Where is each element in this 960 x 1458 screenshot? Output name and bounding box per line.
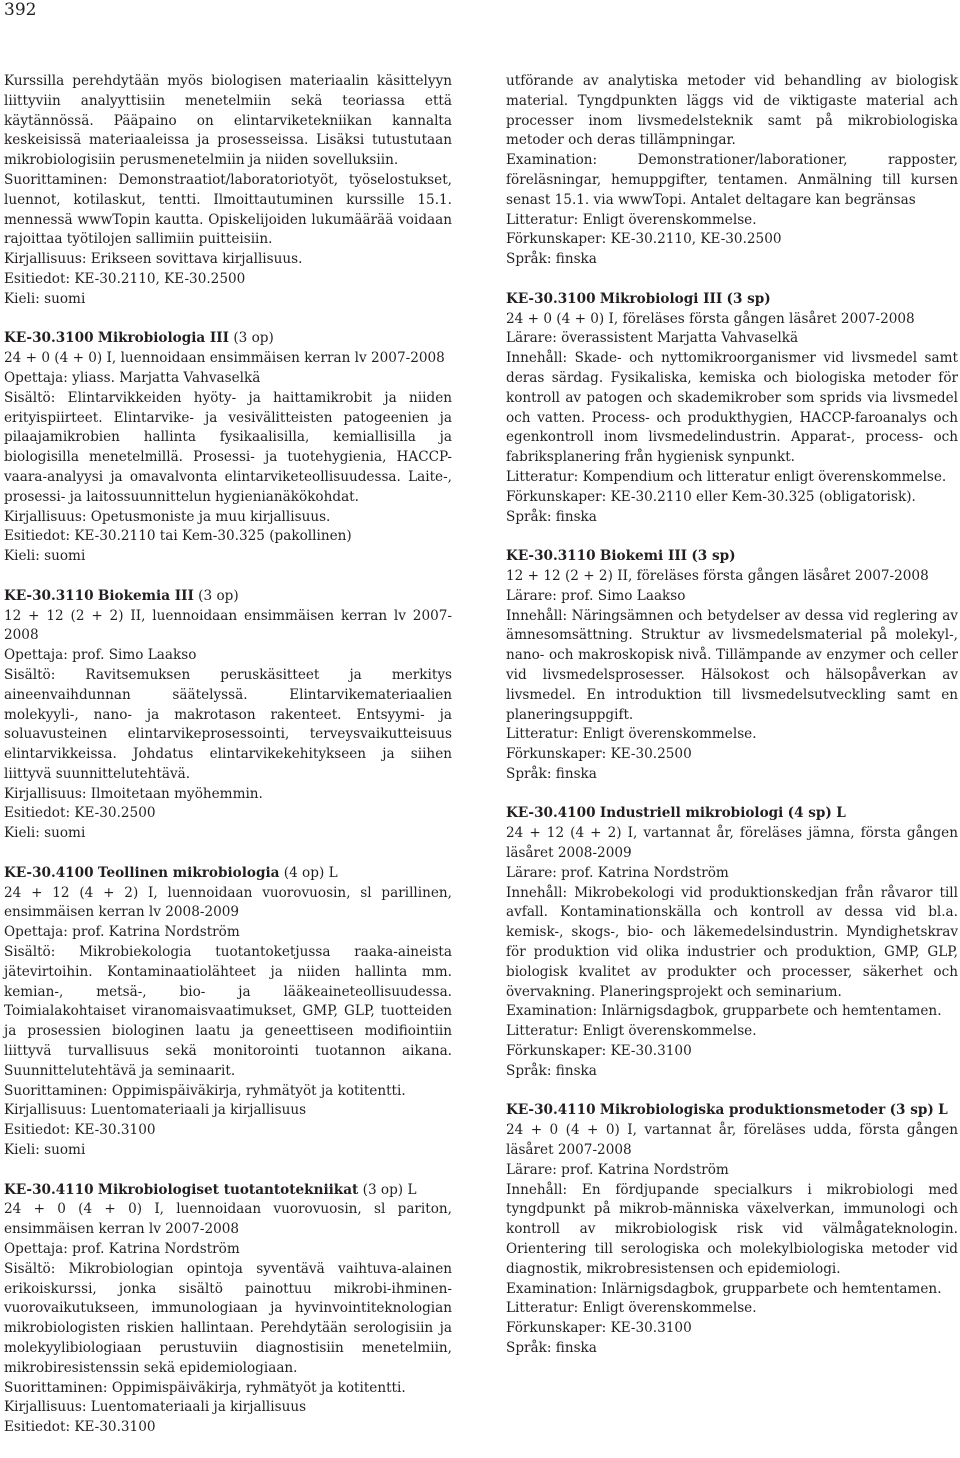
- course-prerequisites: Esitiedot: KE-30.2110 tai Kem-30.325 (pakollinen): [4, 528, 352, 545]
- course-content: Innehåll: Mikrobekologi vid produktionskedjan från råvaror till avfall. Kontaminationskälla och kontroll av dessa vid bl.a. kemisk-, skogs-, bio- och läkemedelsindustrin. Myndighetskrav för produktion vid olika industrier och produktion, GMP, GLP, biologisk kvalitet av produkter och processer, säkerhet och övervakning. Planeringsprojekt och seminarium.: [506, 884, 958, 1000]
- course-heading: [506, 547, 958, 567]
- course-block: [506, 547, 958, 785]
- intro-paragraph: utförande av analytiska metoder vid behandling av biologisk material. Tyngdpunkten läggs vid de viktigaste material ach processer inom livsmedelsteknik samt på mikrobiologiska metoder och deras tillämpningar.: [506, 73, 958, 149]
- course-heading: [4, 587, 452, 607]
- course-completion: Suorittaminen: Oppimispäiväkirja, ryhmätyöt ja kotitentti.: [4, 1379, 406, 1396]
- course-teacher: Opettaja: prof. Katrina Nordström: [4, 924, 240, 941]
- course-schedule: 24 + 0 (4 + 0) I, föreläses första gången läsåret 2007-2008: [506, 310, 915, 327]
- course-language: Kieli: suomi: [4, 1142, 86, 1159]
- course-language: Kieli: suomi: [4, 548, 86, 565]
- course-teacher: Opettaja: yliass. Marjatta Vahvaselkä: [4, 369, 261, 386]
- course-content: Sisältö: Ravitsemuksen peruskäsitteet ja merkitys aineenvaihdunnan säätelyssä. Elintarvikemateriaalien molekyyli-, nano- ja makrotason rakenteet. Entsyymi- ja soluavusteinen elintarvikeprosessointi, terveysvaikutteisuus elintarvikkeissa. Johdatus elintarvikekehitykseen ja siihen liittyvä suunnittelutehtävä.: [4, 666, 452, 782]
- course-prerequisites: Förkunskaper: KE-30.3100: [506, 1043, 692, 1060]
- course-language: Språk: finska: [506, 508, 597, 525]
- intro-literature: Litteratur: Enligt överenskommelse.: [506, 211, 757, 228]
- intro-completion: Suorittaminen: Demonstraatiot/laboratoriotyöt, työselostukset, luennot, kotilaskut, tentti. Ilmoittautuminen kurssille 15.1. mennessä wwwTopin kautta. Opiskelijoiden lukumäärää voidaan rajoittaa työtilojen sallimiin puitteisiin.: [4, 171, 452, 248]
- course-prerequisites: Esitiedot: KE-30.3100: [4, 1122, 156, 1139]
- course-content: Innehåll: En fördjupande specialkurs i mikrobiologi med tyngdpunkt på mikrob-människa växelverkan, immunologi och kontroll av mikrobiologisk risk vid välmågateknologin. Orientering till serologiska och molekylbiologiska metoder vid diagnostik, mikrobresistensen och epidemiologi.: [506, 1181, 958, 1277]
- course-block: [4, 329, 452, 567]
- course-credits: (4 op): [283, 864, 325, 881]
- intro-language: Kieli: suomi: [4, 290, 86, 307]
- course-literature: Kirjallisuus: Luentomateriaali ja kirjallisuus: [4, 1399, 307, 1416]
- course-schedule: 12 + 12 (2 + 2) II, föreläses första gången läsåret 2007-2008: [506, 567, 929, 584]
- course-level: L: [407, 1181, 417, 1198]
- course-code: KE-30.4100: [4, 864, 94, 881]
- course-heading: [4, 864, 452, 884]
- course-literature: Litteratur: Kompendium och litteratur enligt överenskommelse.: [506, 468, 947, 485]
- course-heading: [4, 329, 452, 349]
- page-number: 392: [4, 0, 37, 20]
- intro-prerequisites: Förkunskaper: KE-30.2110, KE-30.2500: [506, 231, 782, 248]
- course-name: Teollinen mikrobiologia: [97, 864, 280, 881]
- course-literature: Litteratur: Enligt överenskommelse.: [506, 1023, 757, 1040]
- course-block: [506, 290, 958, 528]
- course-level: L: [328, 864, 338, 881]
- course-content: Innehåll: Näringsämnen och betydelser av dessa vid reglering av ämnesomsättning. Struktur av livsmedelsmaterial på molekyl-, nano- och makroskopisk nivå. Tillämpande av enzymer och celler vid livsmedelsprosesser. Hälsokost och hälsopåverkan av livsmedel. En introduktion till livsmedelsutveckling samt en planeringsuppgift.: [506, 607, 958, 723]
- intro-prerequisites: Esitiedot: KE-30.2110, KE-30.2500: [4, 270, 246, 287]
- course-code: KE-30.4110: [506, 1102, 596, 1119]
- course-name: Industriell mikrobiologi: [599, 805, 784, 822]
- course-teacher: Opettaja: prof. Simo Laakso: [4, 647, 197, 664]
- intro-block: [4, 72, 452, 310]
- course-content: Innehåll: Skade- och nyttomikroorganismer vid livsmedel samt deras särdag. Fysikaliska, kemiska och biologiska metoder för kontroll av patogen och skademikrober som sprids via livsmedel och vatten. Process- och produkthygien, HACCP-faroanalys och egenkontroll inom livsmedelindustrin. Apparat-, process- och fabriksplanering från hygienisk synpunkt.: [506, 350, 958, 466]
- course-block: [506, 804, 958, 1081]
- course-credits: (3 sp): [889, 1102, 934, 1119]
- course-completion: Suorittaminen: Oppimispäiväkirja, ryhmätyöt ja kotitentti.: [4, 1082, 406, 1099]
- course-level: L: [938, 1102, 948, 1119]
- course-prerequisites: Förkunskaper: KE-30.2110 eller Kem-30.325 (obligatorisk).: [506, 488, 916, 505]
- course-content: Sisältö: Mikrobiekologia tuotantoketjussa raaka-aineista jätevirtoihin. Kontaminaatiolähteet ja niiden hallinta mm. kemian-, metsä-, bio- ja lääkeaineteollisuudessa. Toimialakohtaiset viranomaisvaatimukset, GMP, GLP, tuotteiden ja prosessien biologinen laatu ja geneettiseen modifiointiin liittyvä turvallisuus sekä monitorointi tuotannon aikana. Suunnittelutehtävä ja seminaarit.: [4, 944, 452, 1079]
- course-literature: Kirjallisuus: Opetusmoniste ja muu kirjallisuus.: [4, 508, 331, 525]
- course-teacher: Lärare: prof. Katrina Nordström: [506, 864, 729, 881]
- course-schedule: 24 + 0 (4 + 0) I, vartannat år, föreläses udda, första gången läsåret 2007-2008: [506, 1122, 958, 1159]
- course-language: Språk: finska: [506, 1340, 597, 1356]
- course-schedule: 24 + 12 (4 + 2) I, luennoidaan vuorovuosin, sl parillinen, ensimmäisen kerran lv 2008-2009: [4, 884, 452, 921]
- course-prerequisites: Esitiedot: KE-30.2500: [4, 805, 156, 822]
- course-name: Biokemia III: [97, 587, 194, 604]
- course-heading: [506, 804, 958, 824]
- intro-block: [506, 72, 958, 270]
- course-credits: (3 op): [362, 1181, 404, 1198]
- left-column-finnish: [4, 72, 452, 1458]
- course-name: Mikrobiologiset tuotantotekniikat: [97, 1181, 359, 1198]
- course-language: Språk: finska: [506, 765, 597, 782]
- course-name: Mikrobiologia III: [97, 330, 230, 347]
- course-code: KE-30.3110: [506, 548, 596, 565]
- course-name: Mikrobiologiska produktionsmetoder: [599, 1102, 886, 1119]
- course-credits: (3 op): [198, 587, 239, 604]
- course-content: Sisältö: Elintarvikkeiden hyöty- ja haittamikrobit ja niiden erityispiirteet. Elintarvike- ja vesivälitteisten patogeenien ja pilaajamikrobien hallinta fysikaalisilla, kemiallisilla ja biologisilla menetelmillä. Prosessi- ja tuotehygienia, HACCP-vaara-analyysi ja omavalvonta elintarviketeollisuudessa. Laite-, prosessi- ja laitossuunnittelun hygienianäkökohdat.: [4, 389, 452, 505]
- course-block: [4, 1181, 452, 1438]
- course-code: KE-30.3100: [506, 290, 596, 307]
- right-column-swedish: [506, 72, 958, 1379]
- course-teacher: Lärare: prof. Katrina Nordström: [506, 1161, 729, 1178]
- intro-examination: Examination: Demonstrationer/laborationer, rapposter, föreläsningar, hemuppgifter, tentamen. Anmälning till kursen senast 15.1. via wwwTopi. Antalet deltagare kan begränsas: [506, 152, 958, 208]
- course-schedule: 24 + 12 (4 + 2) I, vartannat år, föreläses jämna, första gången läsåret 2008-2009: [506, 825, 958, 862]
- course-literature: Kirjallisuus: Luentomateriaali ja kirjallisuus: [4, 1102, 307, 1119]
- course-block: [4, 864, 452, 1161]
- course-credits: (3 sp): [726, 290, 771, 307]
- course-code: KE-30.3110: [4, 587, 94, 604]
- course-prerequisites: Förkunskaper: KE-30.3100: [506, 1320, 692, 1337]
- course-examination: Examination: Inlärnigsdagbok, grupparbete och hemtentamen.: [506, 1003, 942, 1020]
- intro-paragraph: Kurssilla perehdytään myös biologisen materiaalin käsittelyyn liittyviin analyyttisiin menetelmiin sekä teoriassa että käytännössä. Pääpaino on elintarviketekniikan kannalta keskeisissä materiaaleissa ja prosesseissa. Lisäksi tutustutaan mikrobiologisiin perusmenetelmiin ja niiden sovelluksiin.: [4, 73, 452, 169]
- course-language: Kieli: suomi: [4, 825, 86, 842]
- course-credits: (3 op): [233, 330, 274, 347]
- course-name: Mikrobiologi III: [599, 290, 723, 307]
- course-block: [506, 1101, 958, 1358]
- course-schedule: 12 + 12 (2 + 2) II, luennoidaan ensimmäisen kerran lv 2007-2008: [4, 607, 452, 644]
- course-schedule: 24 + 0 (4 + 0) I, luennoidaan vuorovuosin, sl pariton, ensimmäisen kerran lv 2007-2008: [4, 1201, 452, 1238]
- course-literature: Litteratur: Enligt överenskommelse.: [506, 726, 757, 743]
- course-name: Biokemi III: [599, 548, 688, 565]
- course-teacher: Opettaja: prof. Katrina Nordström: [4, 1241, 240, 1258]
- course-credits: (3 sp): [691, 548, 736, 565]
- course-prerequisites: Förkunskaper: KE-30.2500: [506, 746, 692, 763]
- course-code: KE-30.4100: [506, 805, 596, 822]
- course-level: L: [836, 805, 846, 822]
- course-code: KE-30.4110: [4, 1181, 94, 1198]
- course-content: Sisältö: Mikrobiologian opintoja syventävä vaihtuva-alainen erikoiskurssi, jonka sisältö painottuu mikrobi-ihminen-vuorovaikutukseen, immunologiaan ja hyvinvointiteknologian mikrobiologisten riskien hallintaan. Perehdytään serologisiin ja molekyylibiologiaan perustuviin diagnostisiin menetelmiin, mikrobiresistenssin sekä epidemiologiaan.: [4, 1260, 452, 1376]
- course-teacher: Lärare: överassistent Marjatta Vahvaselkä: [506, 330, 799, 347]
- course-block: [4, 587, 452, 844]
- course-heading: [506, 290, 958, 310]
- course-examination: Examination: Inlärnigsdagbok, grupparbete och hemtentamen.: [506, 1280, 942, 1297]
- course-heading: [4, 1181, 452, 1201]
- course-teacher: Lärare: prof. Simo Laakso: [506, 587, 686, 604]
- course-literature: Kirjallisuus: Ilmoitetaan myöhemmin.: [4, 785, 263, 802]
- course-literature: Litteratur: Enligt överenskommelse.: [506, 1300, 757, 1317]
- intro-language: Språk: finska: [506, 251, 597, 268]
- course-code: KE-30.3100: [4, 330, 94, 347]
- course-heading: [506, 1101, 958, 1121]
- intro-literature: Kirjallisuus: Erikseen sovittava kirjallisuus.: [4, 251, 303, 268]
- course-language: Språk: finska: [506, 1062, 597, 1079]
- course-prerequisites: Esitiedot: KE-30.3100: [4, 1419, 156, 1436]
- course-credits: (4 sp): [787, 805, 832, 822]
- course-schedule: 24 + 0 (4 + 0) I, luennoidaan ensimmäisen kerran lv 2007-2008: [4, 350, 445, 367]
